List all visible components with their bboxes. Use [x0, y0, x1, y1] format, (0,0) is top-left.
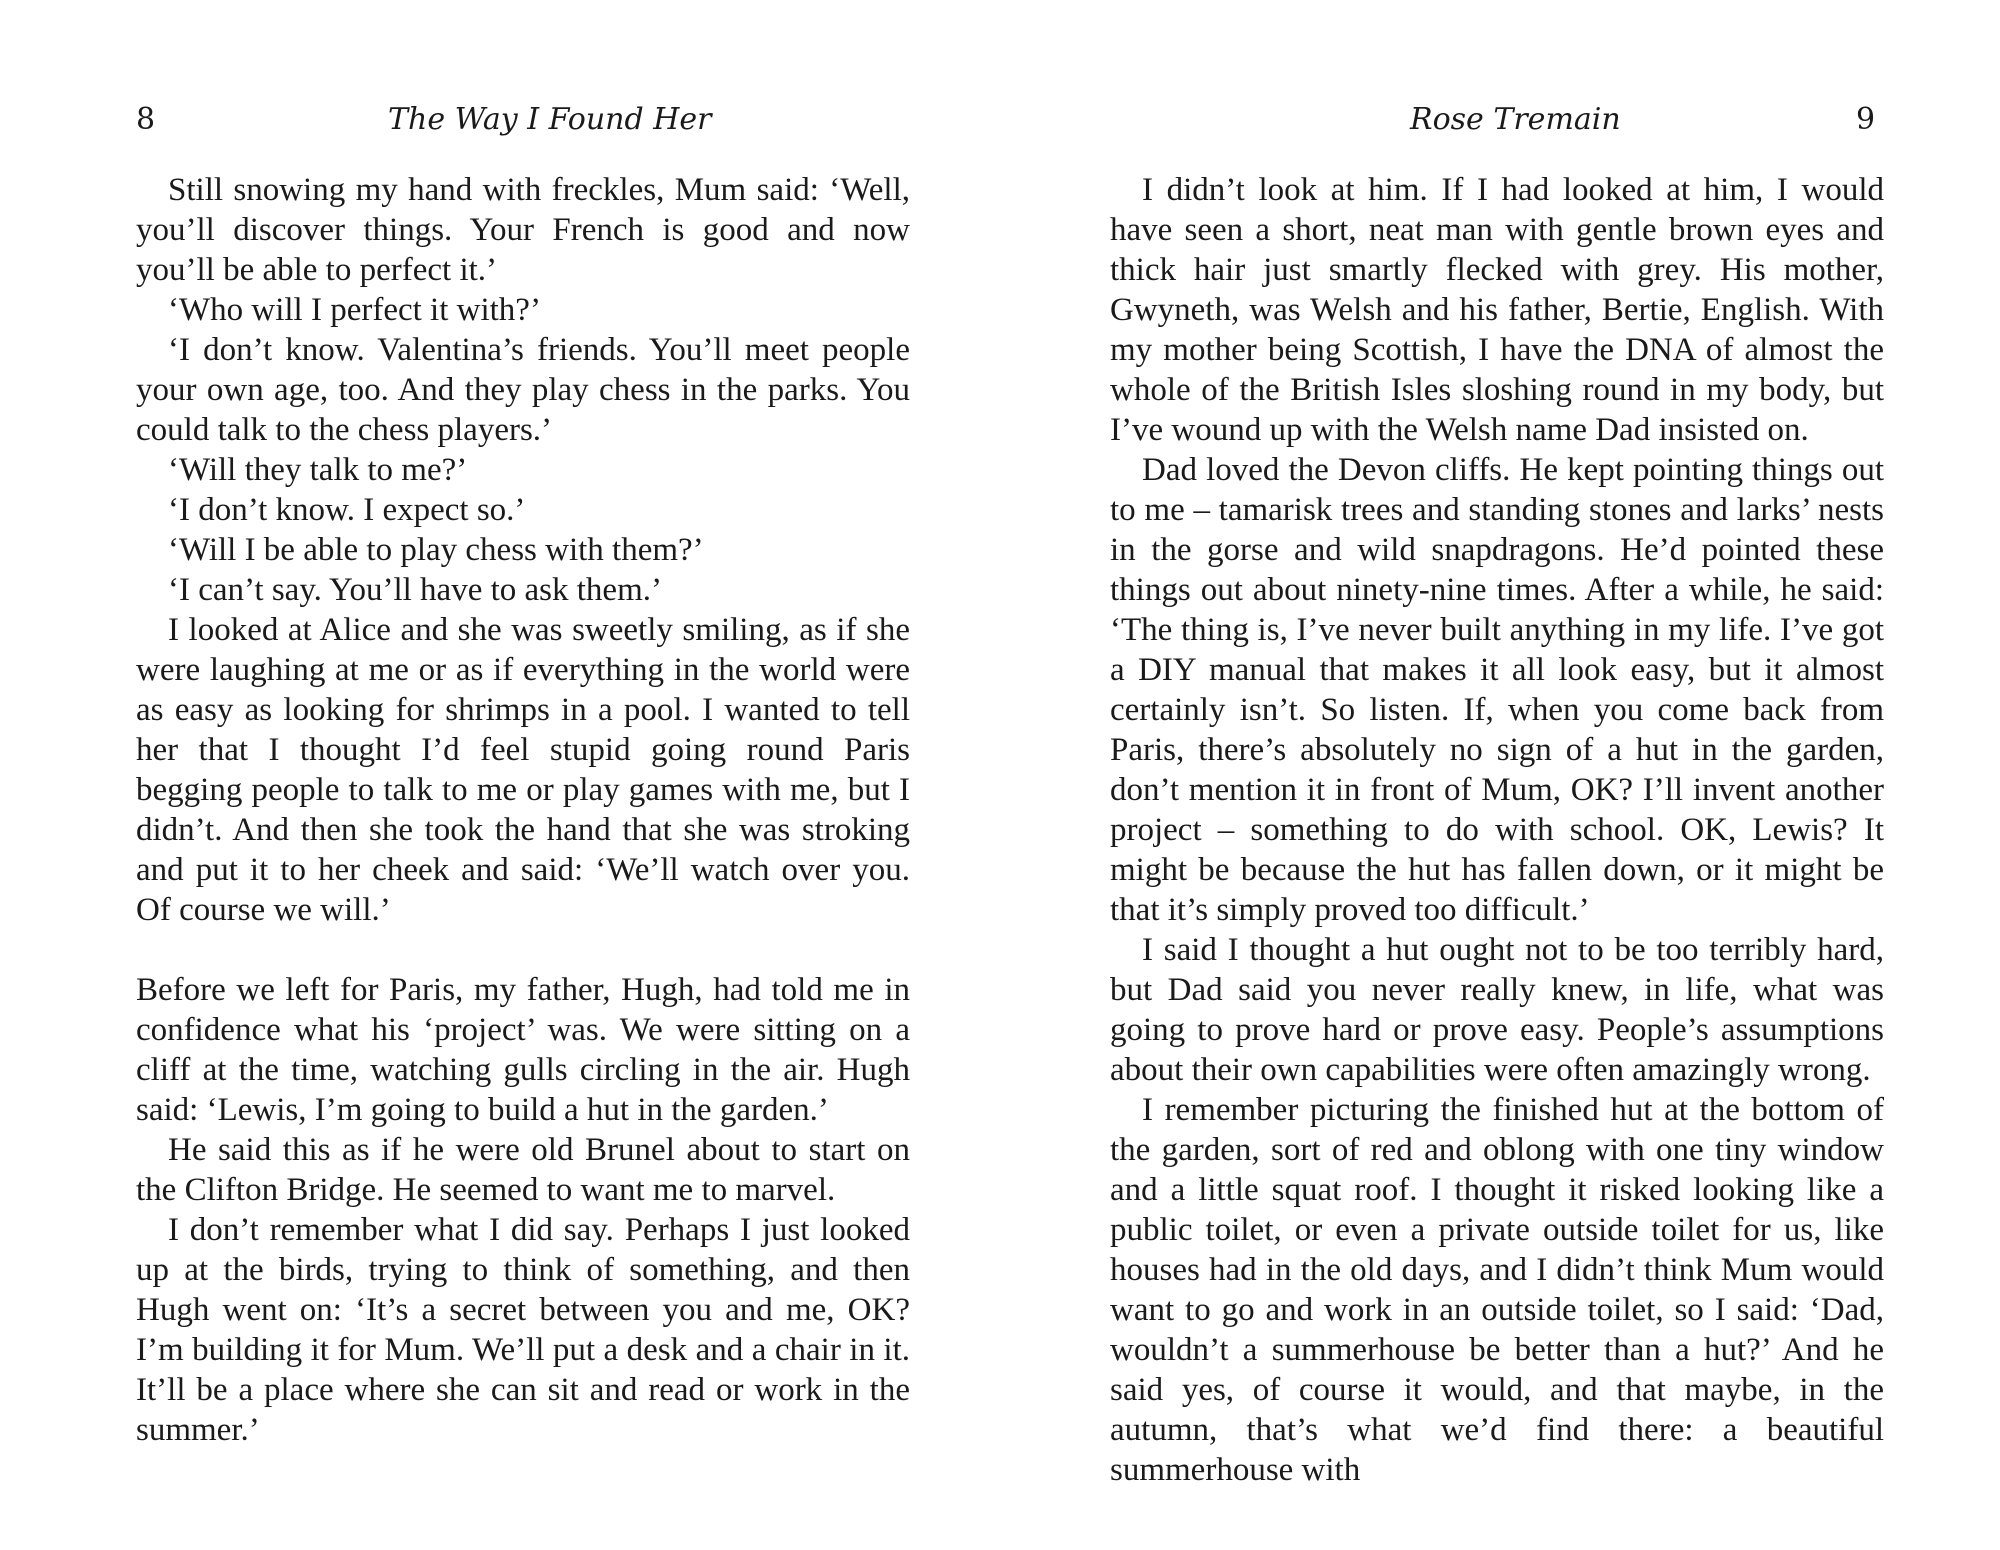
- running-head-author: Rose Tremain: [1410, 102, 1621, 137]
- paragraph: Dad loved the Devon cliffs. He kept pointing things out to me – tamarisk trees and standing stones and larks’ nests in the gorse and wild snapdragons. He’d pointed these things out about ninety-nine times. After a while, he said: ‘The thing is, I’ve never built anything in my life. I’ve got a DIY manual that makes it all look easy, but it almost certainly isn’t. So listen. If, when you come back from Paris, there’s absolutely no sign of a hut in the garden, don’t mention it in front of Mum, OK? I’ll invent another project – something to do with school. OK, Lewis? It might be because the hut has fallen down, or it might be that it’s simply proved too difficult.’: [1110, 452, 1884, 928]
- paragraph: I don’t remember what I did say. Perhaps I just looked up at the birds, trying to think of something, and then Hugh went on: ‘It’s a secret between you and me, OK? I’m building it for Mum. We’ll put a desk and a chair in it. It’ll be a place where she can sit and read or work in the summer.’: [136, 1212, 910, 1448]
- paragraph: ‘I don’t know. Valentina’s friends. You’ll meet people your own age, too. And they play chess in the parks. You could talk to the chess players.’: [136, 332, 910, 448]
- paragraph: ‘I can’t say. You’ll have to ask them.’: [168, 572, 662, 608]
- paragraph: I remember picturing the finished hut at the bottom of the garden, sort of red and oblong with one tiny window and a little squat roof. I thought it risked looking like a public toilet, or even a private outside toilet for us, like houses had in the old days, and I didn’t think Mum would want to go and work in an outside toilet, so I said: ‘Dad, wouldn’t a summerhouse be better than a hut?’ And he said yes, of course it would, and that maybe, in the autumn, that’s what we’d find there: a beautiful summerhouse with: [1110, 1092, 1884, 1488]
- paragraph: He said this as if he were old Brunel about to start on the Clifton Bridge. He seemed to want me to marvel.: [136, 1132, 910, 1208]
- paragraph: ‘Will I be able to play chess with them?’: [168, 532, 704, 568]
- right-page: [1000, 0, 2000, 1550]
- paragraph: ‘Will they talk to me?’: [168, 452, 468, 488]
- running-head-book-title: The Way I Found Her: [388, 102, 712, 137]
- paragraph: ‘I don’t know. I expect so.’: [168, 492, 526, 528]
- paragraph: I looked at Alice and she was sweetly smiling, as if she were laughing at me or as if everything in the world were as easy as looking for shrimps in a pool. I wanted to tell her that I thought I’d feel stupid going round Paris begging people to talk to me or play games with me, but I didn’t. And then she took the hand that she was stroking and put it to her cheek and said: ‘We’ll watch over you. Of course we will.’: [136, 612, 910, 928]
- paragraph: I didn’t look at him. If I had looked at him, I would have seen a short, neat man with gentle brown eyes and thick hair just smartly flecked with grey. His mother, Gwyneth, was Welsh and his father, Bertie, English. With my mother being Scottish, I have the DNA of almost the whole of the British Isles sloshing round in my body, but I’ve wound up with the Welsh name Dad insisted on.: [1110, 172, 1884, 448]
- section-first-paragraph: Before we left for Paris, my father, Hugh, had told me in confidence what his ‘project’ was. We were sitting on a cliff at the time, watching gulls circling in the air. Hugh said: ‘Lewis, I’m going to build a hut in the garden.’: [136, 972, 910, 1128]
- paragraph: I said I thought a hut ought not to be too terribly hard, but Dad said you never really knew, in life, what was going to prove hard or prove easy. People’s assumptions about their own capabilities were often amazingly wrong.: [1110, 932, 1884, 1088]
- body-text: [136, 170, 910, 1450]
- paragraph: ‘Who will I perfect it with?’: [168, 292, 541, 328]
- page-number: 8: [136, 102, 156, 137]
- page-number: 9: [1856, 102, 1876, 137]
- paragraph: Still snowing my hand with freckles, Mum said: ‘Well, you’ll discover things. Your French is good and now you’ll be able to perfect it.’: [136, 172, 910, 288]
- body-text: [1110, 170, 1884, 1490]
